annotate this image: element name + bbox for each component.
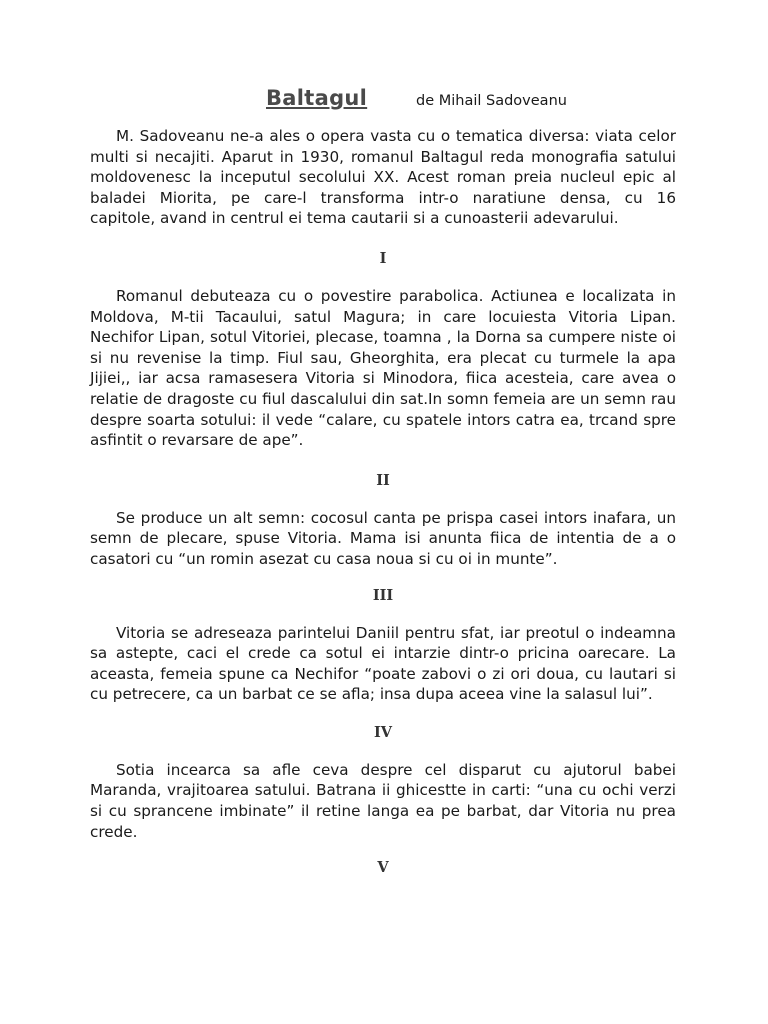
chapter-heading-3: III xyxy=(372,586,394,604)
title-line xyxy=(90,84,676,124)
chapter-paragraph-1: Romanul debuteaza cu o povestire parabolica. Actiunea e localizata in Moldova, M-tii Tacaului, satul Magura; in care locuiesta Vitoria Lipan. Nechifor Lipan, sotul Vitoriei, plecase, toamna , la Dorna sa cumpere niste oi si nu revenise la timp. Fiul sau, Gheorghita, era plecat cu turmele la apa Jijiei,, iar acsa ramasesera Vitoria si Minodora, fiica acesteia, care avea o relatie de dragoste cu fiul dascalului din sat.In somn femeia are un semn rau despre soarta sotului: il vede “calare, cu spatele intors catra ea, trcand spre asfintit o revarsare de ape”. xyxy=(90,286,676,450)
intro-paragraph: M. Sadoveanu ne-a ales o opera vasta cu o tematica diversa: viata celor multi si necajiti. Aparut in 1930, romanul Baltagul reda monografia satului moldovenesc la inceputul secolului XX. Acest roman preia nucleul epic al baladei Miorita, pe care-l transforma intr-o naratiune densa, cu 16 capitole, avand in centrul ei tema cautarii si a cunoasterii adevarului. xyxy=(90,127,715,228)
chapter-heading-5: V xyxy=(377,859,389,877)
document-author: de Mihail Sadoveanu xyxy=(416,93,567,109)
chapter-paragraph-4: Sotia incearca sa afle ceva despre cel disparut cu ajutorul babei Maranda, vrajitoarea satului. Batrana ii ghicestte in carti: “una cu ochi verzi si cu sprancene imbinate” il retine langa ea pe barbat, dar Vitoria nu prea crede. xyxy=(90,760,676,841)
chapter-paragraph-3: Vitoria se adreseaza parintelui Daniil pentru sfat, iar preotul o indeamna sa astepte, caci el crede ca sotul ei intarzie dintr-o pricina oarecare. La aceasta, femeia spune ca Nechifor “poate zabovi o zi ori doua, cu lautari si cu petrecere, ca un barbat ce se afla; insa dupa aceea vine la salasul lui”. xyxy=(90,623,676,704)
chapter-heading-2: II xyxy=(376,471,390,489)
chapter-paragraph-2: Se produce un alt semn: cocosul canta pe prispa casei intors inafara, un semn de plecare, spuse Vitoria. Mama isi anunta fiica de intentia de a o casatori cu “un romin asezat cu casa noua si cu oi in munte”. xyxy=(90,508,676,568)
chapter-heading-1: I xyxy=(379,249,387,267)
chapter-heading-4: IV xyxy=(373,723,393,741)
document-page xyxy=(90,84,715,877)
document-title: Baltagul xyxy=(266,86,368,110)
